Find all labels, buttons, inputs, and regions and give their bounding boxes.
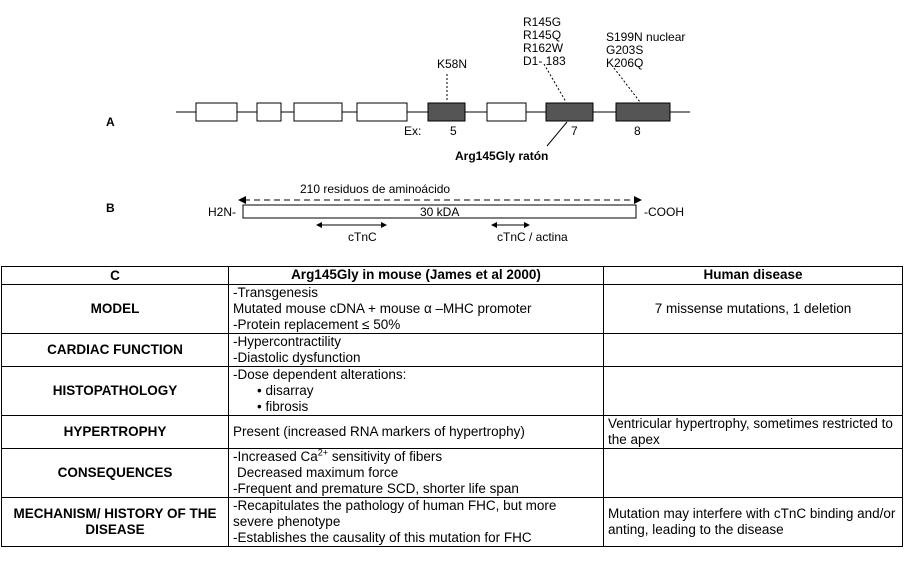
table-row: [2, 498, 903, 547]
panel-a-label: A: [106, 115, 115, 129]
exon-box-1: [196, 103, 237, 121]
text-line: -Recapitulates the pathology of human FHC, but more severe phenotype: [233, 498, 557, 529]
text-line: -Dose dependent alterations:: [233, 367, 407, 382]
mutation-exon8-2: K206Q: [606, 56, 644, 70]
row-label-consequences: CONSEQUENCES: [2, 449, 229, 498]
table-header-row: [2, 267, 903, 285]
header-mouse: Arg145Gly in mouse (James et al 2000): [229, 267, 604, 285]
ctnc-arrow-right: [381, 222, 387, 228]
cell-mouse-hypertrophy: Present (increased RNA markers of hypertrophy): [229, 416, 604, 449]
comparison-table: [1, 266, 903, 547]
cell-mouse-model: [229, 285, 604, 334]
residues-label: 210 residuos de aminoácido: [300, 182, 451, 196]
mouse-arrow-line: [547, 122, 567, 146]
bullet-item: • fibrosis: [257, 399, 309, 414]
mouse-mutation-label: Arg145Gly ratón: [455, 149, 549, 163]
mutation-exon7-0: R145G: [523, 15, 562, 29]
text-line: -Protein replacement ≤ 50%: [233, 317, 401, 332]
exon-prefix: Ex:: [404, 124, 422, 138]
mutation-exon8-0: S199N nuclear: [606, 30, 686, 44]
mutation-exon8-1: G203S: [606, 43, 644, 57]
row-label-mechanism: MECHANISM/ HISTORY OF THE DISEASE: [2, 498, 229, 547]
table-row: [2, 367, 903, 416]
text-line: -Increased $Ca^{2+}$ sensitivity of fibers: [233, 448, 443, 464]
text-line: Mutated mouse cDNA + mouse α –MHC promoter: [233, 301, 532, 316]
table-row: [2, 334, 903, 367]
exon-box-3: [294, 103, 342, 121]
row-label-cardiac-function: CARDIAC FUNCTION: [2, 334, 229, 367]
ctnc-label: cTnC: [348, 230, 377, 244]
ctnc-actin-arrow-right: [524, 222, 530, 228]
text-line: -Hypercontractility: [233, 334, 342, 349]
header-human: Human disease: [604, 267, 903, 285]
cell-mouse-histopathology: [229, 367, 604, 416]
text-line: -Diastolic dysfunction: [233, 350, 361, 365]
row-label-hypertrophy: HYPERTROPHY: [2, 416, 229, 449]
cell-human-histopathology: [604, 367, 903, 416]
mutation-exon5-0: K58N: [437, 57, 468, 71]
row-label-model: MODEL: [2, 285, 229, 334]
leader-exon7: [544, 64, 566, 102]
cell-mouse-consequences: [229, 449, 604, 498]
cell-human-consequences: [604, 449, 903, 498]
table-row: [2, 416, 903, 449]
mutation-exon7-3: D1- 183: [523, 54, 566, 68]
exon-box-2: [257, 103, 281, 121]
mutation-exon7-2: R162W: [523, 41, 564, 55]
exon-number-8: 8: [634, 124, 641, 138]
text-line: Decreased maximum force: [237, 465, 399, 480]
exon-number-5: 5: [450, 124, 457, 138]
cell-mouse-mechanism: [229, 498, 604, 547]
c-terminus-label: -COOH: [644, 205, 684, 219]
cell-human-hypertrophy: Ventricular hypertrophy, sometimes restricted to the apex: [604, 416, 903, 449]
ctnc-actin-arrow-left: [491, 222, 497, 228]
cell-human-mechanism: Mutation may interfere with cTnC binding and/or anting, leading to the disease: [604, 498, 903, 547]
exon-box-6: [487, 103, 526, 121]
exon-box-4: [357, 103, 407, 121]
cell-human-model: 7 missense mutations, 1 deletion: [604, 285, 903, 334]
arrowhead-right: [634, 196, 642, 204]
panel-b-label: B: [106, 201, 115, 215]
header-c: C: [2, 267, 229, 285]
table-row: [2, 285, 903, 334]
leader-exon8: [614, 68, 640, 102]
ctnc-arrow-left: [316, 222, 322, 228]
text-line: -Transgenesis: [233, 285, 319, 300]
weight-label: 30 kDA: [420, 205, 460, 219]
exon-box-5: [428, 103, 465, 121]
cell-human-cardiac: [604, 334, 903, 367]
exon-number-7: 7: [571, 124, 578, 138]
ctnc-actin-label: cTnC / actina: [497, 230, 568, 244]
row-label-histopathology: HISTOPATHOLOGY: [2, 367, 229, 416]
bullet-item: • disarray: [257, 383, 314, 398]
text-line: -Frequent and premature SCD, shorter life span: [233, 481, 519, 496]
n-terminus-label: H2N-: [208, 205, 237, 219]
table-row: [2, 449, 903, 498]
text-line: -Establishes the causality of this mutation for FHC: [233, 530, 532, 545]
mutation-exon7-1: R145Q: [523, 28, 562, 42]
exon-box-7: [546, 103, 593, 121]
cell-mouse-cardiac: [229, 334, 604, 367]
arrowhead-left: [238, 196, 246, 204]
exon-box-8: [616, 103, 670, 121]
